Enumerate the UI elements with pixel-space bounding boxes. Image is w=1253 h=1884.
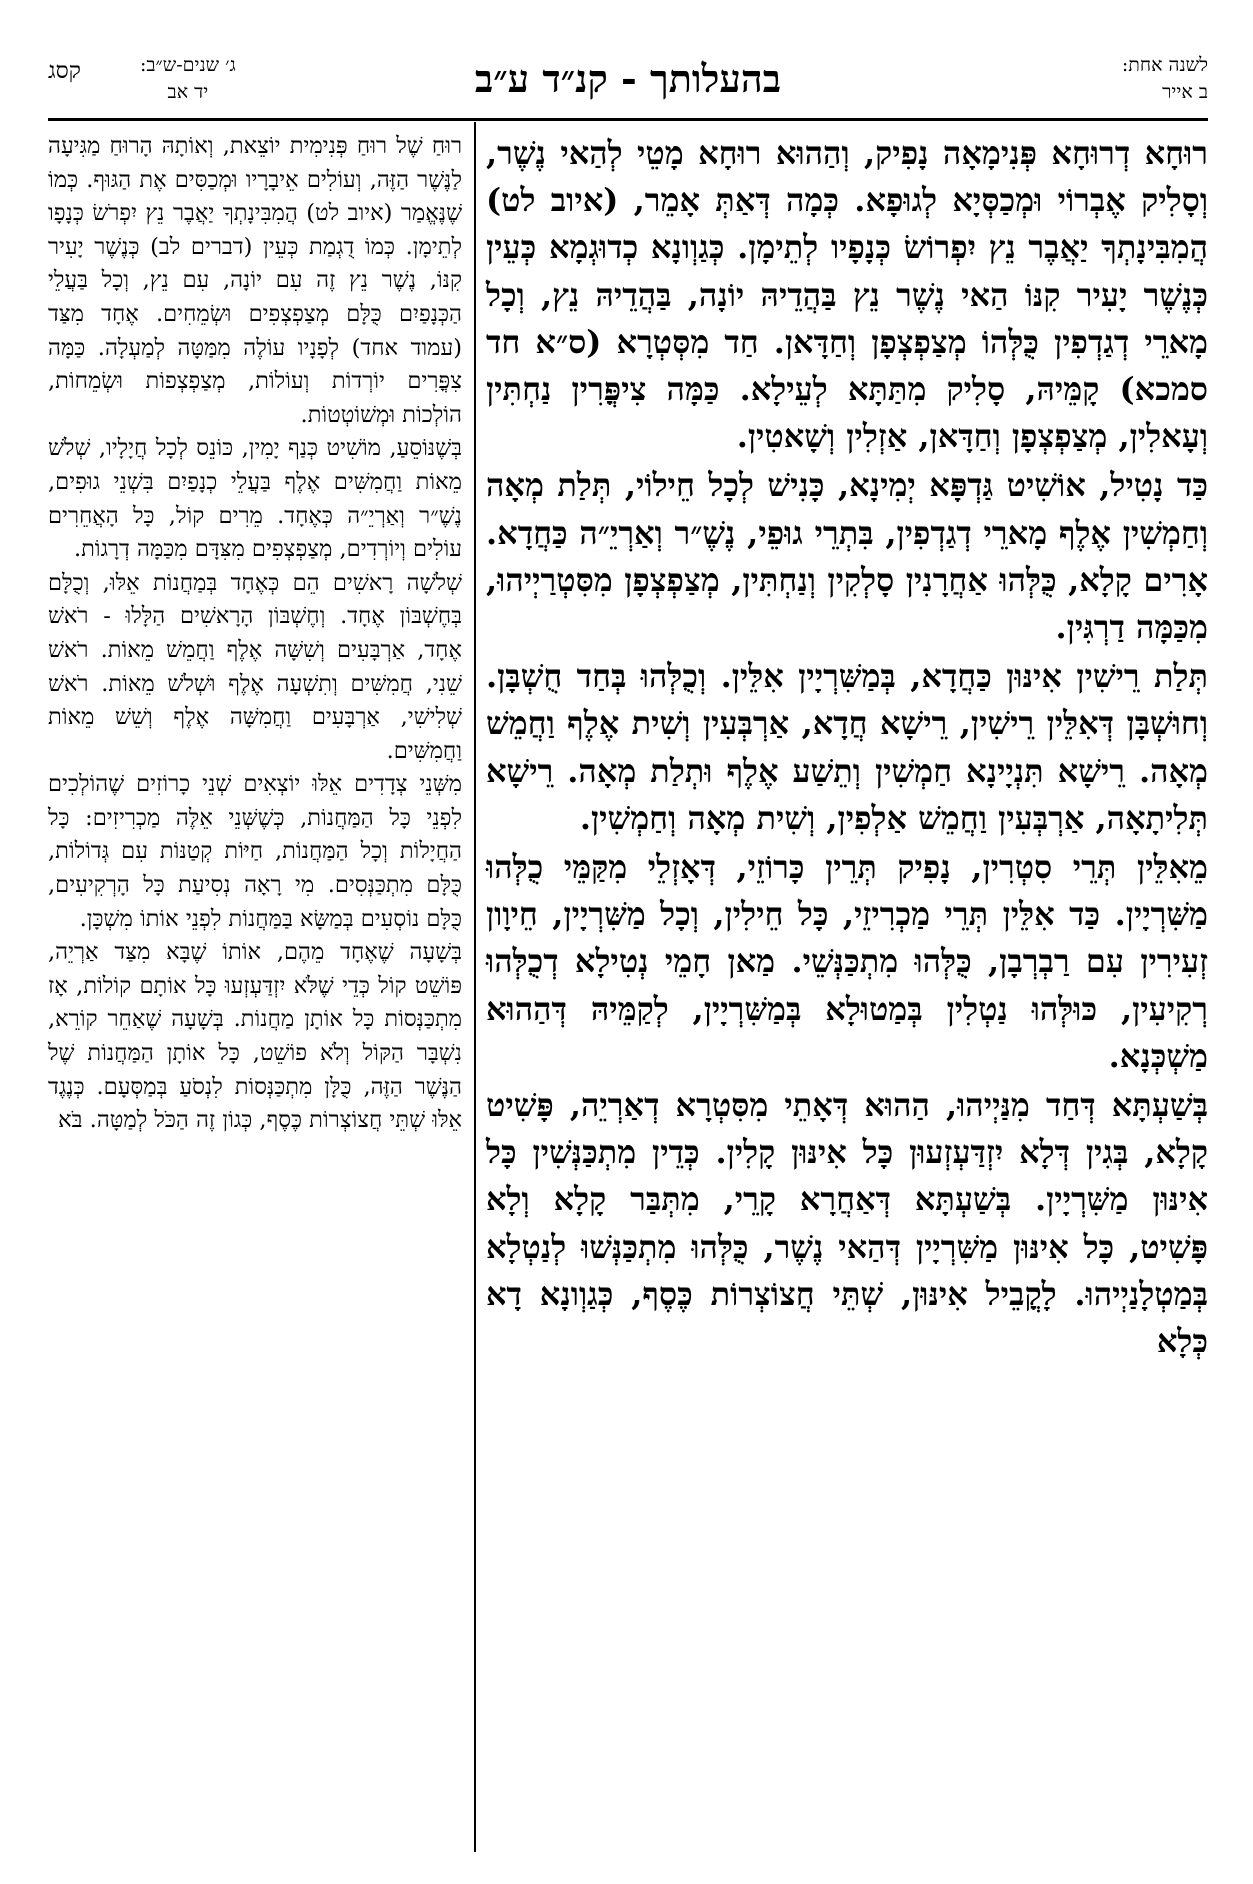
commentary-paragraph: בְּשָׁעָה שֶׁאֶחָד מֵהֶם, אוֹתוֹ שֶׁבָּא מִצַּד אַרְיֵה, פּוֹשֵׁט קוֹל כְּדֵי שֶׁלֹּא יִזְדַּעְזְעוּ כָּל אוֹתָם קוֹלוֹת, אָז מִתְכַּנְּסוֹת כָּל אוֹתָן מַחֲנוֹת. בְּשָׁעָה שֶׁאַחֵר קוֹרֵא, נִשְׁבָּר הַקּוֹל וְלֹא פוֹשֵׁט, כָּל אוֹתָן הַמַּחֲנוֹת שֶׁל הַנֶּשֶׁר הַזֶּה, כֻּלָּן מִתְכַּנְּסוֹת לִנְסֹעַ בְּמַסְּעָם. כְּנֶגֶד אֵלּוּ שְׁתֵּי חֲצוֹצְרוֹת כֶּסֶף, כְּגוֹן זֶה הַכֹּל לְמַטָּה. בֹּא — [48, 939, 462, 1134]
daily-schedule-three-years — [140, 52, 236, 106]
main-paragraph: כַּד נָטִיל, אוֹשִׁיט גַּדְפָּא יְמִינָא, כָּנִישׁ לְכָל חֵילוֹי, תְּלַת מְאָה וְחַמְשִׁין אֶלֶף מָארֵי דְגַדְפִין, בִּתְרֵי גוּפֵי, נֶשֶׁ״ר וְאַרְיֵ״ה כַּחֲדָא. אָרִים קָלָא, כֻּלְּהוּ אַחֲרָנִין סָלְקִין וְנַחְתִּין, מְצַפְצְפָן מִסִּטְרַיְיהוּ, מִכַּמָּה דַרְגִּין. — [486, 466, 1208, 647]
main-paragraph: רוּחָא דְרוּחָא פְּנִימָאָה נָפִיק, וְהַהוּא רוּחָא מָטֵי לְהַאי נֶשֶׁר, וְסָלִיק אֶבְרוֹי וּמְכַסְּיָא לְגוּפָא. כְּמָה דְּאַתְּ אָמֵר, (איוב לט) הֲמִבִּינָתְךָ יַאֲבֶר נֵץ יִפְרוֹשׂ כְּנָפָיו לְתֵימָן. כְּגַוְונָא כְדוּגְמָא כְּעֵין כְּנֶשֶׁר יָעִיר קִנּוֹ הַאי נֶשֶׁר נֵץ בַּהֲדֵיהּ יוֹנָה, בַּהֲדֵיהּ נֵץ, וְכָל מָארֵי דְגַדְפִין כֻּלְּהוֹ מְצַפְצְפָן וְחַדָּאן. חַד מִסְּטְרָא (ס״א חד סמכא) קָמֵּיהּ, סָלִיק מִתַּתָּא לְעֵילָא. כַּמָּה צִיפֳּרִין נַחְתִּין וְעָאלִין, מְצַפְצְפָן וְחַדָּאן, אַזְלִין וְשָׁאטִין. — [486, 134, 1209, 456]
main-paragraph: תְּלַת רֵישִׁין אִינּוּן כַּחֲדָא, בְּמַשִּׁרְיָין אִלֵּין. וְכֻלְּהוּ בְּחַד חֻשְׁבָּן. וְחוּשְׁבָּן דְּאִלֵּין רֵישִׁין, רֵישָׁא חֲדָא, אַרְבְּעִין וְשִׁית אֶלֶף וַחֲמֵשׁ מְאָה. רֵישָׁא תִּנְיָינָא חַמְשִׁין וְתֵשַׁע אֶלֶף וּתְלַת מְאָה. רֵישָׁא תְּלִיתָאָה, אַרְבְּעִין וַחֲמֵשׁ אַלְפִין, וְשִׁית מְאָה וְחַמְשִׁין. — [486, 657, 1208, 837]
page-header — [48, 52, 1208, 122]
commentary-paragraph: בְּשֶׁנּוֹסֵעַ, מוֹשִׁיט כְּנַף יָמִין, כּוֹנֵס לְכָל חֲיָלָיו, שְׁלֹשׁ מֵאוֹת וַחֲמִשִּׁים אֶלֶף בַּעֲלֵי כְנָפַיִם בִּשְׁנֵי גוּפִים, נֶשֶׁ״ר וְאַרְיֵ״ה כְּאֶחָד. מֵרִים קוֹל, כָּל הָאֲחֵרִים עוֹלִים וְיוֹרְדִים, מְצַפְצְפִים מִצִּדָּם מִכַּמָּה דְרָגוֹת. — [48, 435, 462, 563]
main-paragraph: מֵאִלֵּין תְּרֵי סִטְרִין, נָפִיק תְּרֵין כָּרוֹזֵי, דְּאָזְלֵי מִקַּמֵּי כֻלְּהוּ מַשִּׁרְיָין. כַּד אִלֵּין תְּרֵי מַכְרִיזֵי, כָּל חֵילִין, וְכָל מַשִּׁרְיָין, חֵיוָון זְעִירִין עִם רַבְרְבָן, כֻּלְּהוּ מִתְכַּנְּשֵׁי. מַאן חָמֵי נְטִילָא דְכֻלְּהוּ רְקִיעִין, כּוּלְּהוּ נַטְלִין בְּמַטוּלָא בְּמַשִּׁרְיָין, לְקַמֵּיהּ דְּהַהוּא מַשְׁכְּנָא. — [486, 848, 1208, 1075]
main-text-column — [486, 130, 1208, 1367]
three-years-label: ג׳ שנים-ש״ב: — [140, 54, 236, 76]
header-divider — [48, 118, 1208, 121]
page-title: בהעלותך - קנ״ד ע״ב — [474, 56, 782, 101]
commentary-paragraph: מִשְּׁנֵי צְדָדִים אֵלּוּ יוֹצְאִים שְׁנֵי כָרוֹזִים שֶׁהוֹלְכִים לִפְנֵי כָּל הַמַּחֲנוֹת, כְּשֶׁשְּׁנֵי אֵלֶּה מַכְרִיזִים: כָּל הַחֲיָלוֹת וְכָל הַמַּחֲנוֹת, חַיּוֹת קְטַנּוֹת עִם גְּדוֹלוֹת, כֻּלָּם מִתְכַּנְּסִים. מִי רָאָה נְסִיעַת כָּל הָרְקִיעִים, כֻּלָּם נוֹסְעִים בְּמַשָּׂא בַּמַּחֲנוֹת לִפְנֵי אוֹתוֹ מִשְׁכָּן. — [48, 771, 462, 932]
page-number: קסג — [48, 58, 81, 84]
commentary-paragraph: שְׁלֹשָׁה רָאשִׁים הֵם כְּאֶחָד בְּמַחֲנוֹת אֵלּוּ, וְכֻלָּם בְּחֶשְׁבּוֹן אֶחָד. וְחֶשְׁבּוֹן הָרָאשִׁים הַלָּלוּ - רֹאשׁ אֶחָד, אַרְבָּעִים וְשִׁשָּׁה אֶלֶף וַחֲמֵשׁ מֵאוֹת. רֹאשׁ שֵׁנִי, חֲמִשִּׁים וְתִשְׁעָה אֶלֶף וּשְׁלֹשׁ מֵאוֹת. רֹאשׁ שְׁלִישִׁי, אַרְבָּעִים וַחֲמִשָּׁה אֶלֶף וְשֵׁשׁ מֵאוֹת וַחֲמִשִּׁים. — [48, 569, 462, 764]
three-years-date: יד אב — [167, 81, 209, 103]
column-divider — [474, 122, 476, 1852]
commentary-column — [48, 130, 462, 1138]
one-year-label: לשנה אחת: — [1121, 54, 1208, 76]
main-paragraph: בְּשַׁעְתָּא דְּחַד מִנַּיְיהוּ, הַהוּא דְּאָתֵי מִסִּטְרָא דְאַרְיֵה, פָּשִׁיט קָלָא, בְּגִין דְּלָא יִזְדַּעְזְעוּן כָּל אִינּוּן קָלִין. כְּדֵין מִתְכַּנְּשִׁין כָּל אִינּוּן מַשִּׁרְיָין. בְּשַׁעְתָּא דְּאַחֲרָא קָרֵי, מִתְּבַּר קָלָא וְלָא פָּשִׁיט, כָּל אִינּוּן מַשִּׁרְיָין דְּהַאי נֶשֶׁר, כֻּלְּהוּ מִתְכַּנְּשׁוּ לְנַטְלָא בְּמַטְלָנַיְיהוּ. לָקֳבֵיל אִינּוּן, שְׁתֵּי חֲצוֹצְרוֹת כֶּסֶף, כְּגַוְונָא דָא כְּלָא — [486, 1086, 1208, 1361]
commentary-paragraph: רוּחַ שֶׁל רוּחַ פְּנִימִית יוֹצֵאת, וְאוֹתָהּ הָרוּחַ מַגִּיעָה לַנֶּשֶׁר הַזֶּה, וְעוֹלִים אֵיבָרָיו וּמְכַסִּים אֶת הַגּוּף. כְּמוֹ שֶׁנֶּאֱמַר (איוב לט) הֲמִבִּינָתְךָ יַאֲבֶר נֵץ יִפְרֹשׂ כְּנָפָו לְתֵימָן. כְּמוֹ דֻגְמַת כְּעֵין (דברים לב) כְּנֶשֶׁר יָעִיר קִנּוֹ, נֶשֶׁר נֵץ זֶה עִם יוֹנָה, עִם נֵץ, וְכָל בַּעֲלֵי הַכְּנָפַיִם כֻּלָּם מְצַפְצְפִים וּשְׂמֵחִים. אֶחָד מִצַּד (עמוד אחד) לְפָנָיו עוֹלֶה מִמַּטָּה לְמַעְלָה. כַּמָּה צִפֳּרִים יוֹרְדוֹת וְעוֹלוֹת, מְצַפְצְפוֹת וּשְׂמֵחוֹת, הוֹלְכוֹת וּמְשׁוֹטְטוֹת. — [48, 133, 462, 428]
one-year-date: ב אייר — [1162, 81, 1208, 103]
